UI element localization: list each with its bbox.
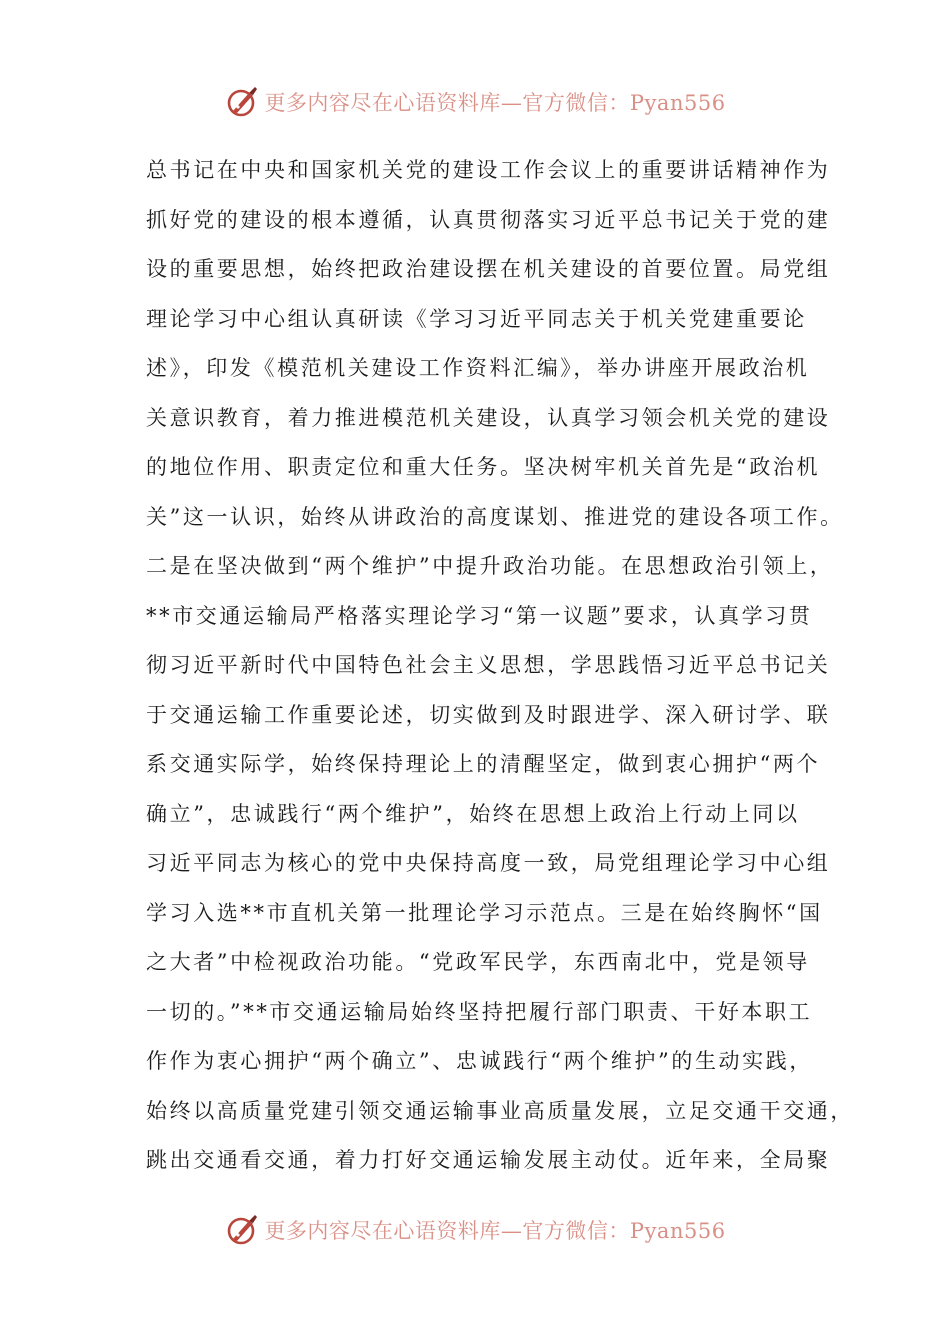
pen-nib-circle-icon	[224, 84, 260, 120]
body-text-line: 理论学习中心组认真研读《学习习近平同志关于机关党建重要论	[146, 306, 807, 331]
body-text-line: 彻习近平新时代中国特色社会主义思想，学思践悟习近平总书记关	[146, 653, 831, 677]
document-body	[146, 146, 854, 1186]
body-text-line: 总书记在中央和国家机关党的建设工作会议上的重要讲话精神作为	[146, 158, 831, 182]
body-text-line: 关”这一认识，始终从讲政治的高度谋划、推进党的建设各项工作。	[146, 504, 844, 529]
body-text-line: 关意识教育，着力推进模范机关建设，认真学习领会机关党的建设	[146, 405, 831, 430]
footer-watermark-text: 更多内容尽在心语资料库—官方微信：Pyan556	[264, 1219, 726, 1243]
body-text-line: 述》，印发《模范机关建设工作资料汇编》，举办讲座开展政治机	[146, 356, 810, 380]
body-text-line: 抓好党的建设的根本遵循，认真贯彻落实习近平总书记关于党的建	[146, 207, 831, 232]
body-text-line: 始终以高质量党建引领交通运输事业高质量发展，立足交通干交通，	[146, 1098, 854, 1123]
body-text-line: 于交通运输工作重要论述，切实做到及时跟进学、深入研讨学、联	[146, 702, 831, 727]
body-text-line: 二是在坚决做到“两个维护”中提升政治功能。在思想政治引领上，	[146, 554, 834, 578]
body-text-line: 跳出交通看交通，着力打好交通运输发展主动仗。近年来，全局聚	[146, 1148, 831, 1172]
body-text-line: 学习入选**市直机关第一批理论学习示范点。三是在始终胸怀“国	[146, 900, 823, 925]
pen-nib-circle-icon	[224, 1212, 260, 1248]
body-text-line: 一切的。”**市交通运输局始终坚持把履行部门职责、干好本职工	[146, 999, 813, 1024]
header-watermark	[0, 80, 950, 124]
header-watermark-text: 更多内容尽在心语资料库—官方微信：Pyan556	[264, 91, 726, 115]
footer-watermark	[0, 1208, 950, 1252]
body-text-line: 确立”，忠诚践行“两个维护”，始终在思想上政治上行动上同以	[146, 801, 800, 826]
body-text-line: **市交通运输局严格落实理论学习“第一议题”要求，认真学习贯	[146, 603, 813, 628]
body-text-line: 的地位作用、职责定位和重大任务。坚决树牢机关首先是“政治机	[146, 455, 821, 479]
body-text-line: 之大者”中检视政治功能。“党政军民学，东西南北中，党是领导	[146, 950, 810, 974]
body-text-line: 系交通实际学，始终保持理论上的清醒坚定，做到衷心拥护“两个	[146, 752, 821, 776]
body-text-line: 习近平同志为核心的党中央保持高度一致，局党组理论学习中心组	[146, 851, 831, 875]
body-text-line: 设的重要思想，始终把政治建设摆在机关建设的首要位置。局党组	[146, 257, 831, 281]
body-text-line: 作作为衷心拥护“两个确立”、忠诚践行“两个维护”的生动实践，	[146, 1049, 813, 1073]
